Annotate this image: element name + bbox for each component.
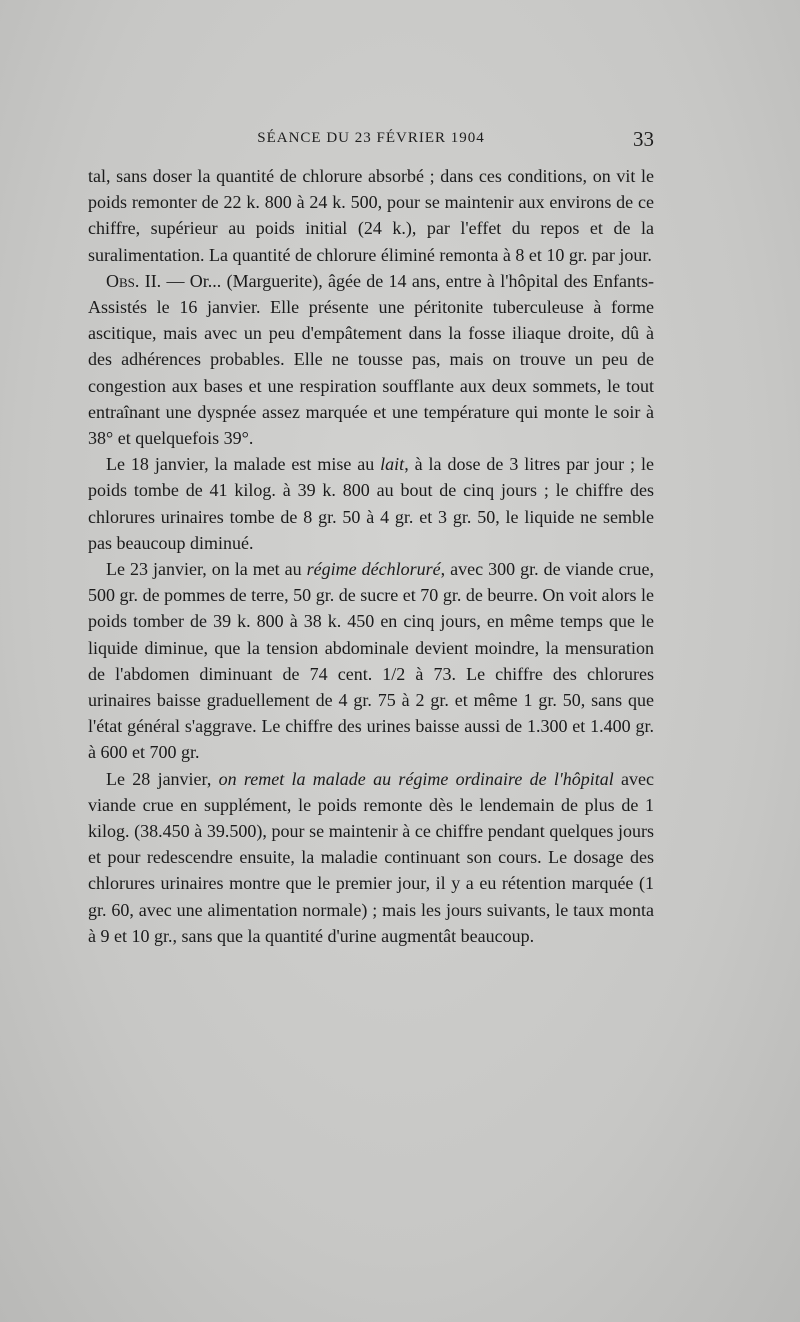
paragraph-3-emphasis: lait [380, 454, 405, 475]
paragraph-4-text-a: Le 23 janvier, on la met au [106, 559, 307, 580]
page-header [88, 127, 654, 151]
paragraph-3-text-a: Le 18 janvier, la malade est mise au [106, 454, 381, 475]
paragraph-1: tal, sans doser la quantité de chlorure absorbé ; dans ces conditions, on vit le poids remonter de 22 k. 800 à 24 k. 500, pour se maintenir aux environs de ce chiffre, supérieur au poids initial (24 k.), par l'effet du repos et de la suralimentation. La quantité de chlorure éliminé remonta à 8 et 10 gr. par jour. [88, 166, 654, 265]
paragraph-2-text: — Or... (Marguerite), âgée de 14 ans, entre à l'hôpital des Enfants-Assistés le 16 janvier. Elle présente une péritonite tuberculeuse à forme ascitique, mais avec un peu d'empâtement dans la fosse iliaque droite, dû à des adhérences probables. Elle ne tousse pas, mais on trouve un peu de congestion aux bases et une respiration soufflante aux deux sommets, le tout entraînant une dyspnée assez marquée et une température qui monte le soir à 38° et quelquefois 39°. [88, 270, 654, 449]
paragraph-5-text-a: Le 28 janvier, [106, 768, 219, 789]
paragraph-2 [88, 268, 654, 451]
paragraph-3 [88, 451, 654, 556]
paragraph-5 [88, 766, 654, 949]
running-head: SÉANCE DU 23 FÉVRIER 1904 [257, 130, 485, 146]
paragraph-4-emphasis: régime déchloruré [306, 559, 441, 580]
paragraph-4-text-b: , avec 300 gr. de viande crue, 500 gr. de pommes de terre, 50 gr. de sucre et 70 gr. de beurre. On voit alors le poids tomber de 39 k. 800 à 38 k. 450 en cinq jours, en même temps que le liquide diminue, que la tension abdominale devient moindre, la mensuration de l'abdomen diminuant de 74 cent. 1/2 à 73. Le chiffre des chlorures urinaires baisse graduellement de 4 gr. 75 à 2 gr. et même 1 gr. 50, sans que l'état général s'aggrave. Le chiffre des urines baisse aussi de 1.300 et 1.400 gr. à 600 et 700 gr. [88, 559, 654, 763]
page-number: 33 [633, 127, 654, 151]
paragraph-5-emphasis: on remet la malade au régime ordinaire de l'hôpital [218, 768, 614, 789]
observation-label: Obs. II. [106, 270, 162, 291]
body-text [88, 163, 654, 949]
paragraph-4 [88, 556, 654, 766]
paragraph-3-text-b: , à la dose de 3 litres par jour ; le poids tombe de 41 kilog. à 39 k. 800 au bout de cinq jours ; le chiffre des chlorures urinaires tombe de 8 gr. 50 à 4 gr. et 3 gr. 50, le liquide ne semble pas beaucoup diminué. [88, 454, 654, 553]
paragraph-5-text-b: avec viande crue en supplément, le poids remonte dès le lendemain de plus de 1 kilog. (38.450 à 39.500), pour se maintenir à ce chiffre pendant quelques jours et pour redescendre ensuite, la maladie continuant son cours. Le dosage des chlorures urinaires montre que le premier jour, il y a eu rétention marquée (1 gr. 60, avec une alimentation normale) ; mais les jours suivants, le taux monta à 9 et 10 gr., sans que la quantité d'urine augmentât beaucoup. [88, 768, 654, 946]
